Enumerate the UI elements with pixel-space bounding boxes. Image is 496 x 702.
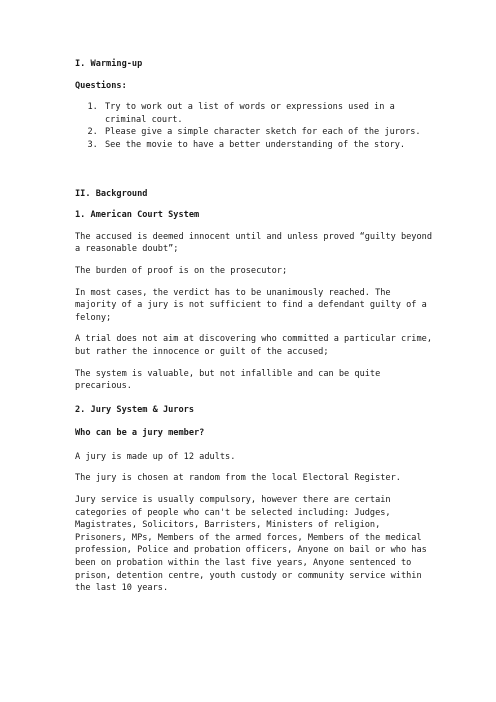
paragraph: A jury is made up of 12 adults. — [75, 451, 236, 462]
document-page — [75, 58, 435, 595]
list-item: 2. Please give a simple character sketch for each of the jurors. — [103, 126, 435, 139]
paragraph: The system is valuable, but not infallible and can be quite precarious. — [75, 368, 381, 392]
paragraph: The burden of proof is on the prosecutor; — [75, 265, 288, 276]
list-item: 3. See the movie to have a better understanding of the story. — [103, 139, 435, 152]
paragraph: In most cases, the verdict has to be unanimously reached. The majority of a jury is not sufficient to find a defendant guilty of a felony; — [75, 287, 427, 323]
paragraph: The jury is chosen at random from the local Electoral Register. — [75, 473, 401, 484]
section-heading-warming-up: I. Warming-up — [75, 59, 143, 69]
section-heading-background: II. Background — [75, 188, 148, 199]
questions-label: Questions: — [75, 80, 127, 91]
paragraph: Jury service is usually compulsory, however there are certain categories of people who can't be selected including: Judges, Magistrates, Solicitors, Barristers, Ministers of religion, Prisoners, MPs, Members of the armed forces, Members of the medical profession, Police and probation officers, Anyone on bail or who has been on probation within the last five years, Anyone sentenced to prison, detention centre, youth custody or community service within the last 10 years. — [75, 495, 427, 594]
questions-list — [75, 101, 435, 151]
paragraph: A trial does not aim at discovering who committed a particular crime, but rather the innocence or guilt of the accused; — [75, 334, 432, 357]
subheading-who-can-be-juror: Who can be a jury member? — [75, 428, 205, 439]
paragraph: The accused is deemed innocent until and unless proved “guilty beyond a reasonable doubt”; — [75, 231, 432, 255]
subheading-american-court-system: 1. American Court System — [75, 210, 200, 221]
subheading-jury-system: 2. Jury System & Jurors — [75, 404, 194, 415]
list-item: 1. Try to work out a list of words or expressions used in a criminal court. — [103, 101, 435, 126]
